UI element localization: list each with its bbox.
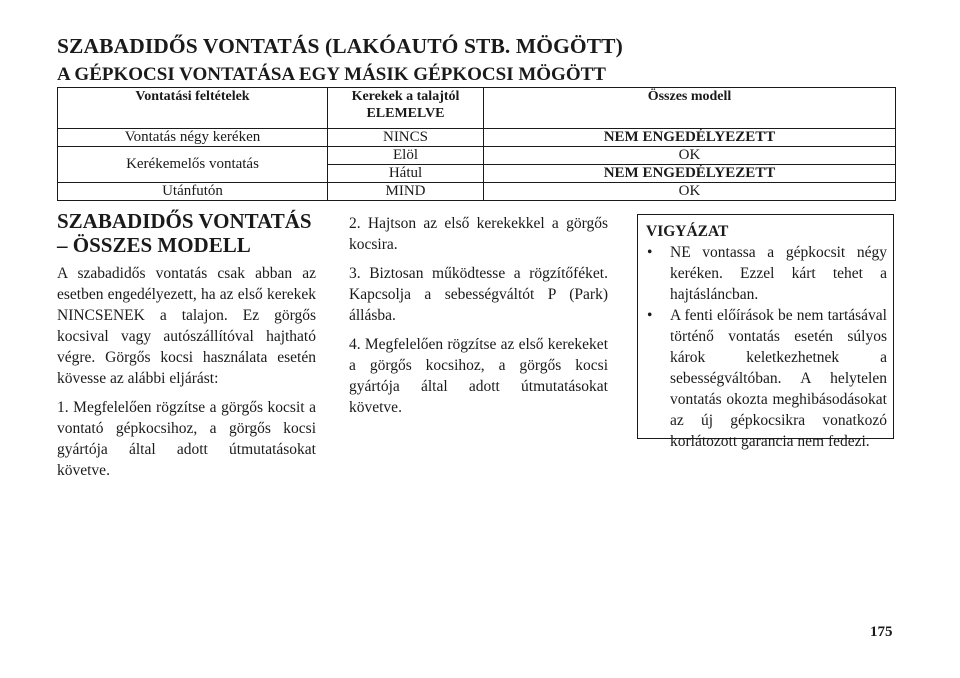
- header-conditions: Vontatási feltételek: [58, 88, 328, 129]
- step-2: 2. Hajtson az első kerekekkel a görgős kocsira.: [349, 215, 608, 253]
- warning-item-text: A fenti előírások be nem tartásával történő vontatás esetén súlyos károk keletkezhetnek a sebességváltóban. A helytelen vontatás okozta meghibásodásokat az új gépkocsikra vonatkozó korlátozott garancia nem fedezi.: [670, 307, 887, 450]
- cell-all-models: OK: [484, 183, 896, 201]
- step-3: 3. Biztosan működtesse a rögzítőféket. Kapcsolja a sebességváltót P (Park) állásba.: [349, 265, 608, 324]
- table-header-row: [58, 88, 896, 129]
- cell-all-models: NEM ENGEDÉLYEZETT: [484, 165, 896, 183]
- intro-paragraph: A szabadidős vontatás csak abban az esetben engedélyezett, ha az első kerekek NINCSENEK a talajon. Ez görgős kocsival vagy autószállítóval hajtható végre. Görgős kocsi használata esetén kövesse az alábbi eljárást:: [57, 265, 316, 387]
- cell-all-models: OK: [484, 147, 896, 165]
- table-row: [58, 183, 896, 201]
- header-all-models: Összes modell: [484, 88, 896, 129]
- warning-item: [646, 242, 887, 305]
- cell-condition: Kerékemelős vontatás: [58, 147, 328, 183]
- bullet-icon: •: [647, 244, 653, 261]
- left-column: [57, 209, 316, 489]
- warning-box: [637, 214, 894, 450]
- step-1: 1. Megfelelően rögzítse a görgős kocsit a vontató gépkocsihoz, a görgős kocsi gyártója által adott útmutatásokat követve.: [57, 399, 316, 479]
- warning-item: [646, 305, 887, 452]
- cell-all-models: NEM ENGEDÉLYEZETT: [484, 129, 896, 147]
- middle-column: [349, 213, 608, 426]
- header-wheels: Kerekek a talajtól ELEMELVE: [328, 88, 484, 129]
- page-heading: SZABADIDŐS VONTATÁS (LAKÓAUTÓ STB. MÖGÖTT): [57, 34, 623, 58]
- bullet-icon: •: [647, 307, 653, 324]
- table-heading: A GÉPKOCSI VONTATÁSA EGY MÁSIK GÉPKOCSI MÖGÖTT: [57, 64, 606, 85]
- page-number: 175: [870, 624, 893, 640]
- cell-condition: Vontatás négy keréken: [58, 129, 328, 147]
- warning-title: VIGYÁZAT: [646, 223, 729, 240]
- warning-list: [646, 242, 887, 452]
- step-4: 4. Megfelelően rögzítse az első kerekeket a görgős kocsihoz, a görgős kocsi gyártója által adott útmutatásokat követve.: [349, 336, 608, 416]
- table-row: [58, 147, 896, 165]
- warning-item-text: NE vontassa a gépkocsit négy keréken. Ezzel kárt tehet a hajtásláncban.: [670, 244, 887, 303]
- table-row: [58, 129, 896, 147]
- section-title: SZABADIDŐS VONTATÁS – ÖSSZES MODELL: [57, 209, 312, 257]
- towing-table: [57, 87, 896, 201]
- cell-condition: Utánfutón: [58, 183, 328, 201]
- cell-wheels: Hátul: [328, 165, 484, 183]
- cell-wheels: NINCS: [328, 129, 484, 147]
- cell-wheels: MIND: [328, 183, 484, 201]
- cell-wheels: Elöl: [328, 147, 484, 165]
